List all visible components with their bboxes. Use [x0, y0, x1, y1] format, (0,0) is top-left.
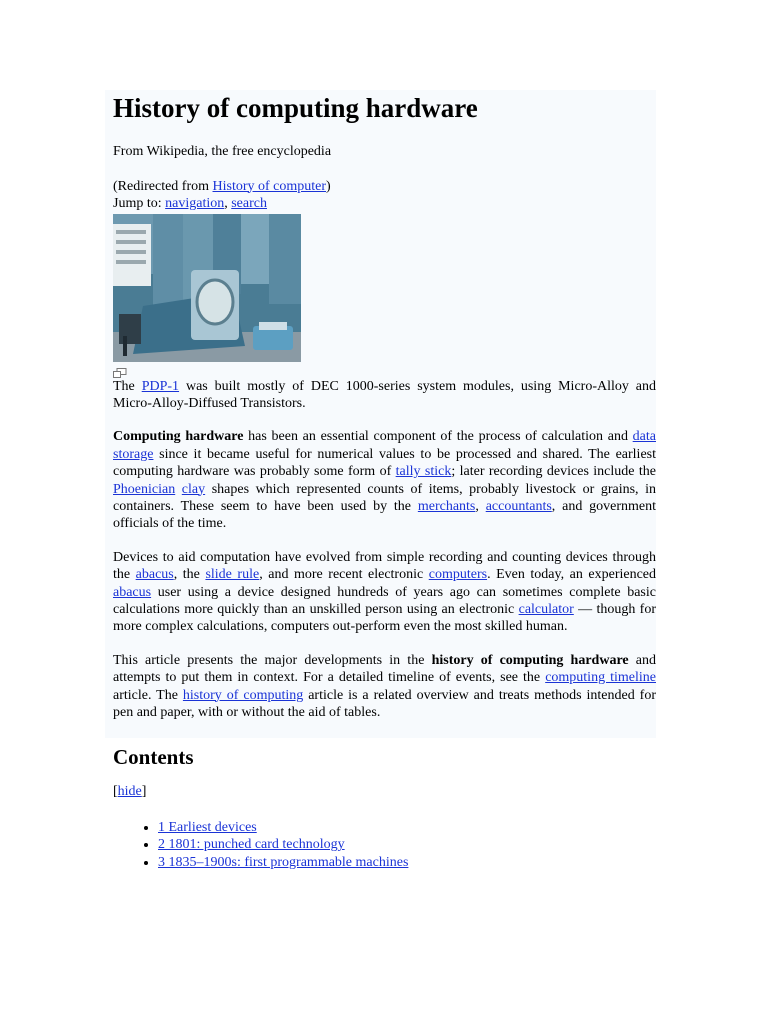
link-phoenician[interactable]: Phoenician	[113, 481, 176, 497]
contents-heading: Contents	[113, 745, 194, 770]
link-computing-timeline[interactable]: computing timeline	[545, 670, 656, 686]
toc-link-punched-card[interactable]: 2 1801: punched card technology	[158, 837, 345, 853]
intro-paragraph-2: Devices to aid computation have evolved from simple recording and counting devices through the abacus, the slide rule, and more recent electronic computers. Even today, an experienced abacus user using a device designed hundreds of years ago can sometimes complete basic calculations more quickly than an unskilled person using an electronic calculator — though for more complex calculations, computers out-perform even the most skilled human.	[113, 549, 657, 635]
toc-item	[158, 836, 656, 853]
image-caption: The PDP-1 was built mostly of DEC 1000-series system modules, using Micro-Alloy and Micro-Alloy-Diffused Transistors.	[113, 378, 656, 411]
link-history-of-computing[interactable]: history of computing	[182, 687, 304, 703]
jump-navigation-link[interactable]: navigation	[165, 196, 225, 211]
link-data-storage[interactable]: data storage	[113, 429, 656, 462]
pdp1-photo-art	[113, 214, 301, 362]
link-pdp1[interactable]: PDP-1	[141, 378, 180, 394]
article	[113, 90, 656, 871]
link-accountants[interactable]: accountants	[485, 498, 552, 514]
link-calculator[interactable]: calculator	[518, 601, 574, 617]
link-clay[interactable]: clay	[181, 481, 206, 497]
link-slide-rule[interactable]: slide rule	[205, 567, 260, 583]
link-abacus[interactable]: abacus	[135, 567, 174, 583]
page-title: History of computing hardware	[113, 93, 478, 123]
intro-paragraph-1: Computing hardware has been an essential component of the process of calculation and data storage since it became useful for numerical values to be processed and shared. The earliest computing hardware was probably some form of tally stick; later recording devices include the Phoenician clay shapes which represented counts of items, probably livestock or grains, in containers. These seem to have been used by the merchants, accountants, and government officials of the time.	[113, 429, 657, 532]
redirect-source-link[interactable]: History of computer	[212, 178, 327, 194]
link-tally-stick[interactable]: tally stick	[395, 464, 452, 480]
toc-link-earliest-devices[interactable]: 1 Earliest devices	[158, 819, 257, 835]
pdp1-photo[interactable]	[113, 214, 301, 362]
jump-search-link[interactable]: search	[231, 196, 267, 211]
link-abacus-2[interactable]: abacus	[113, 584, 152, 600]
enlarge-icon[interactable]	[113, 368, 127, 378]
site-tagline: From Wikipedia, the free encyclopedia	[113, 144, 332, 159]
link-merchants[interactable]: merchants	[417, 498, 476, 514]
jump-to-bar: Jump to: navigation, search	[113, 196, 267, 211]
intro-paragraph-3: This article presents the major developments in the history of computing hardware and attempts to put them in context. For a detailed timeline of events, see the computing timeline article. The history of computing article is a related overview and treats methods intended for pen and paper, with or without the aid of tables.	[113, 652, 657, 720]
link-computers[interactable]: computers	[428, 567, 488, 583]
toc-item	[158, 854, 656, 871]
toc-item	[158, 819, 656, 836]
toc-link-programmable-machines[interactable]: 3 1835–1900s: first programmable machines	[158, 854, 409, 870]
toc-toggle: [hide]	[113, 784, 147, 800]
table-of-contents	[113, 819, 656, 871]
redirect-notice: (Redirected from History of computer)	[113, 178, 331, 194]
toc-hide-link[interactable]: hide	[117, 784, 142, 800]
